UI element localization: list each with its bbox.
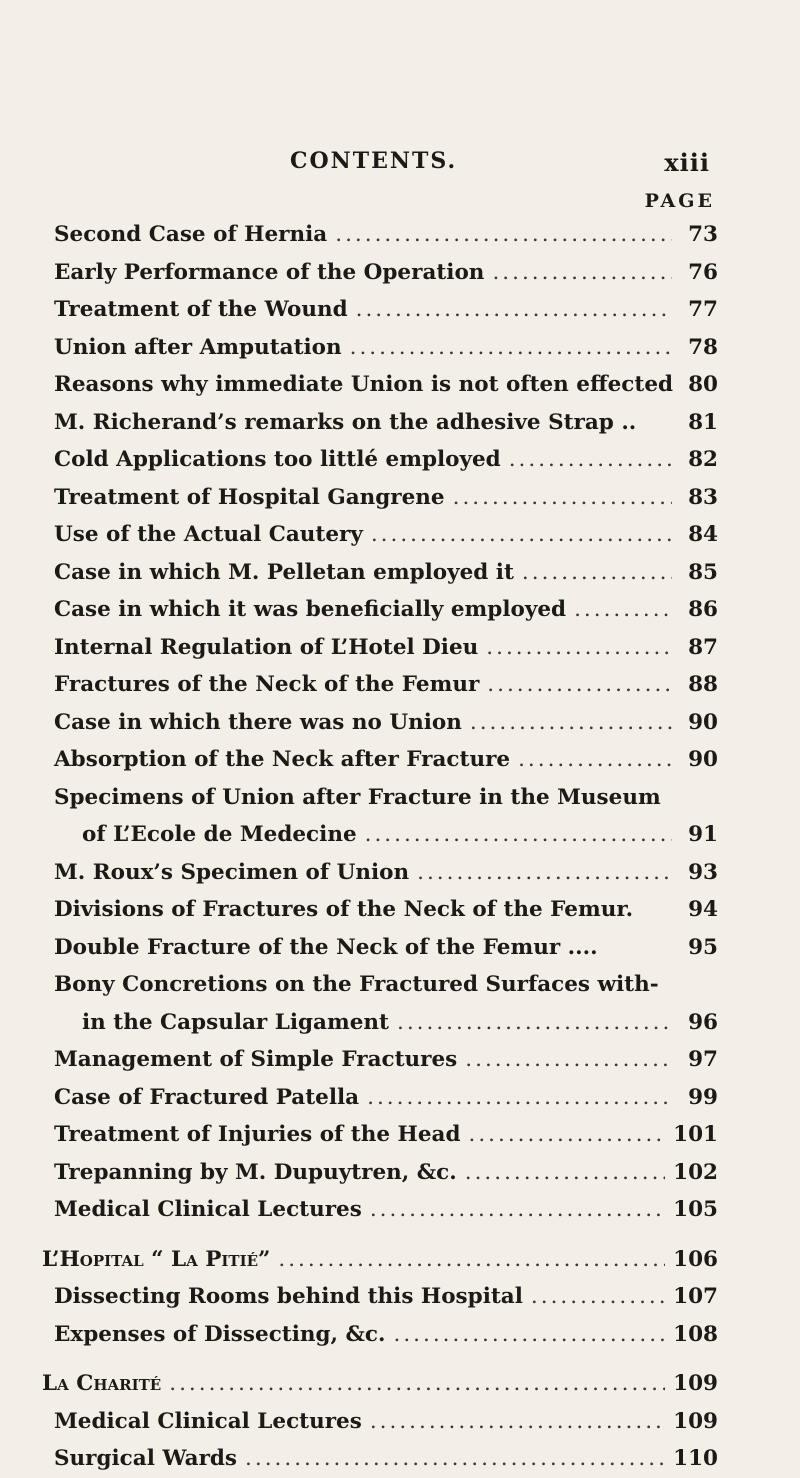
dot-leader — [468, 1116, 665, 1154]
entry-title: Medical Clinical Lectures — [54, 1197, 362, 1222]
entry-title: Early Performance of the Operation — [54, 259, 485, 285]
dot-leader — [169, 1365, 665, 1403]
entry-page: 83 — [688, 484, 718, 510]
entry-title: Expenses of Dissecting, &c. — [54, 1321, 386, 1347]
contents-entry — [54, 891, 718, 929]
dot-leader — [371, 516, 672, 554]
running-head — [0, 148, 800, 178]
dot-leader — [522, 554, 672, 592]
dot-leader — [245, 1440, 665, 1478]
page-title: CONTENTS. — [290, 148, 458, 174]
entry-page: 99 — [688, 1084, 718, 1110]
entry-page: 81 — [688, 409, 718, 435]
dot-leader — [453, 479, 672, 517]
entry-title: Divisions of Fractures of the Neck of the Femur. — [54, 897, 634, 922]
entry-page: 109 — [673, 1371, 718, 1396]
entry-title: L’Hopital “ La Pitié” — [42, 1246, 271, 1272]
contents-entry — [54, 404, 718, 442]
entry-title: Bony Concretions on the Fractured Surfaces with- — [54, 972, 659, 997]
dot-leader — [465, 1041, 672, 1079]
contents-entry — [54, 441, 718, 479]
contents-entry — [54, 666, 718, 704]
contents-entry — [54, 1004, 718, 1042]
entry-page: 106 — [673, 1246, 718, 1272]
entry-page: 77 — [688, 297, 718, 322]
contents-entry — [54, 479, 718, 517]
dot-leader — [486, 629, 672, 667]
contents-entry — [54, 816, 718, 854]
entry-title: Management of Simple Fractures — [54, 1047, 458, 1072]
dot-leader — [531, 1278, 665, 1316]
dot-leader — [370, 1403, 665, 1441]
contents-entry — [42, 1365, 718, 1403]
contents-entry — [54, 1278, 718, 1316]
contents-entry — [42, 1241, 718, 1279]
entry-title: Treatment of Injuries of the Head — [54, 1122, 461, 1147]
contents-entry — [54, 254, 718, 292]
entry-page: 84 — [688, 522, 718, 547]
entry-title: Cold Applications too littlé employed — [54, 447, 501, 472]
dot-leader — [397, 1004, 672, 1042]
entry-page: 87 — [688, 634, 718, 660]
entry-title: Medical Clinical Lectures — [54, 1408, 362, 1434]
entry-title: Absorption of the Neck after Fracture — [54, 747, 511, 772]
dot-leader — [509, 441, 672, 479]
contents-entry — [54, 779, 718, 817]
entry-page: 109 — [673, 1408, 718, 1434]
page-column-label: PAGE — [644, 190, 715, 212]
entry-page: 93 — [688, 859, 718, 885]
dot-leader — [394, 1316, 666, 1354]
entry-page: 85 — [688, 559, 718, 585]
entry-page: 86 — [688, 597, 718, 622]
entry-page: 110 — [673, 1446, 718, 1471]
entry-title: M. Richerand’s remarks on the adhesive Strap .. — [54, 409, 637, 435]
dot-leader — [518, 741, 672, 779]
entry-title: Fractures of the Neck of the Femur — [54, 672, 480, 697]
dot-leader — [365, 816, 672, 854]
contents-entry — [54, 516, 718, 554]
entry-page: 95 — [688, 934, 718, 960]
entry-page: 96 — [688, 1009, 718, 1035]
entry-page: 76 — [688, 259, 718, 285]
dot-leader — [350, 329, 672, 367]
entry-title: Case of Fractured Patella — [54, 1084, 360, 1110]
dot-leader — [367, 1079, 672, 1117]
dot-leader — [335, 216, 672, 254]
contents-entry — [54, 929, 718, 967]
entry-page: 105 — [673, 1197, 718, 1222]
entry-title: in the Capsular Ligament — [82, 1009, 389, 1035]
entry-title: Case in which there was no Union — [54, 709, 462, 735]
dot-leader — [487, 666, 672, 704]
entry-page: 82 — [688, 447, 718, 472]
page-number: xiii — [664, 148, 710, 177]
entry-title: Trepanning by M. Dupuytren, &c. — [54, 1159, 457, 1185]
entry-title: Case in which it was beneficially employed — [54, 597, 567, 622]
contents-entry — [54, 1316, 718, 1354]
entry-title: La Charité — [42, 1371, 162, 1396]
contents-entry — [54, 1154, 718, 1192]
entry-page: 91 — [688, 822, 718, 847]
entry-page: 101 — [673, 1122, 718, 1147]
entry-title: Treatment of the Wound — [54, 297, 348, 322]
contents-entry — [54, 1116, 718, 1154]
entry-page: 80 — [688, 372, 718, 397]
contents-entry — [54, 854, 718, 892]
entry-title: Reasons why immediate Union is not often effected — [54, 372, 674, 397]
entry-page: 108 — [673, 1321, 718, 1347]
contents-entry — [54, 591, 718, 629]
contents-entry — [54, 366, 718, 404]
entry-page: 90 — [688, 747, 718, 772]
entry-page: 94 — [688, 897, 718, 922]
dot-leader — [470, 704, 672, 742]
entry-title: Union after Amputation — [54, 334, 342, 360]
dot-leader — [278, 1241, 665, 1279]
dot-leader — [417, 854, 672, 892]
section-gap — [54, 1353, 718, 1365]
entry-page: 90 — [688, 709, 718, 735]
entry-page: 97 — [688, 1047, 718, 1072]
contents-entry — [54, 629, 718, 667]
entry-page: 107 — [673, 1284, 718, 1309]
contents-list — [42, 216, 718, 1478]
contents-entry — [54, 1191, 718, 1229]
dot-leader — [356, 291, 672, 329]
dot-leader — [492, 254, 672, 292]
entry-title: Case in which M. Pelletan employed it — [54, 559, 514, 585]
entry-title: Surgical Wards — [54, 1446, 238, 1471]
entry-page: 88 — [688, 672, 718, 697]
contents-entry — [54, 741, 718, 779]
entry-title: Second Case of Hernia — [54, 222, 328, 247]
contents-entry — [54, 329, 718, 367]
entry-title: Dissecting Rooms behind this Hospital — [54, 1284, 523, 1309]
entry-page: 102 — [673, 1159, 718, 1185]
dot-leader — [465, 1154, 665, 1192]
section-gap — [54, 1229, 718, 1241]
entry-page: 78 — [688, 334, 718, 360]
contents-entry — [54, 554, 718, 592]
entry-title: Use of the Actual Cautery — [54, 522, 363, 547]
dot-leader — [574, 591, 672, 629]
entry-title: of L’Ecole de Medecine — [82, 822, 357, 847]
contents-entry — [54, 1440, 718, 1478]
entry-title: Internal Regulation of L’Hotel Dieu — [54, 634, 479, 660]
entry-title: Treatment of Hospital Gangrene — [54, 484, 445, 510]
entry-title: Specimens of Union after Fracture in the Museum — [54, 784, 661, 810]
contents-entry — [54, 1041, 718, 1079]
contents-entry — [54, 966, 718, 1004]
contents-entry — [54, 216, 718, 254]
contents-entry — [54, 704, 718, 742]
entry-title: Double Fracture of the Neck of the Femur .... — [54, 934, 598, 960]
contents-entry — [54, 291, 718, 329]
dot-leader — [370, 1191, 665, 1229]
entry-title: M. Roux’s Specimen of Union — [54, 859, 410, 885]
contents-entry — [54, 1403, 718, 1441]
contents-entry — [54, 1079, 718, 1117]
entry-page: 73 — [688, 222, 718, 247]
